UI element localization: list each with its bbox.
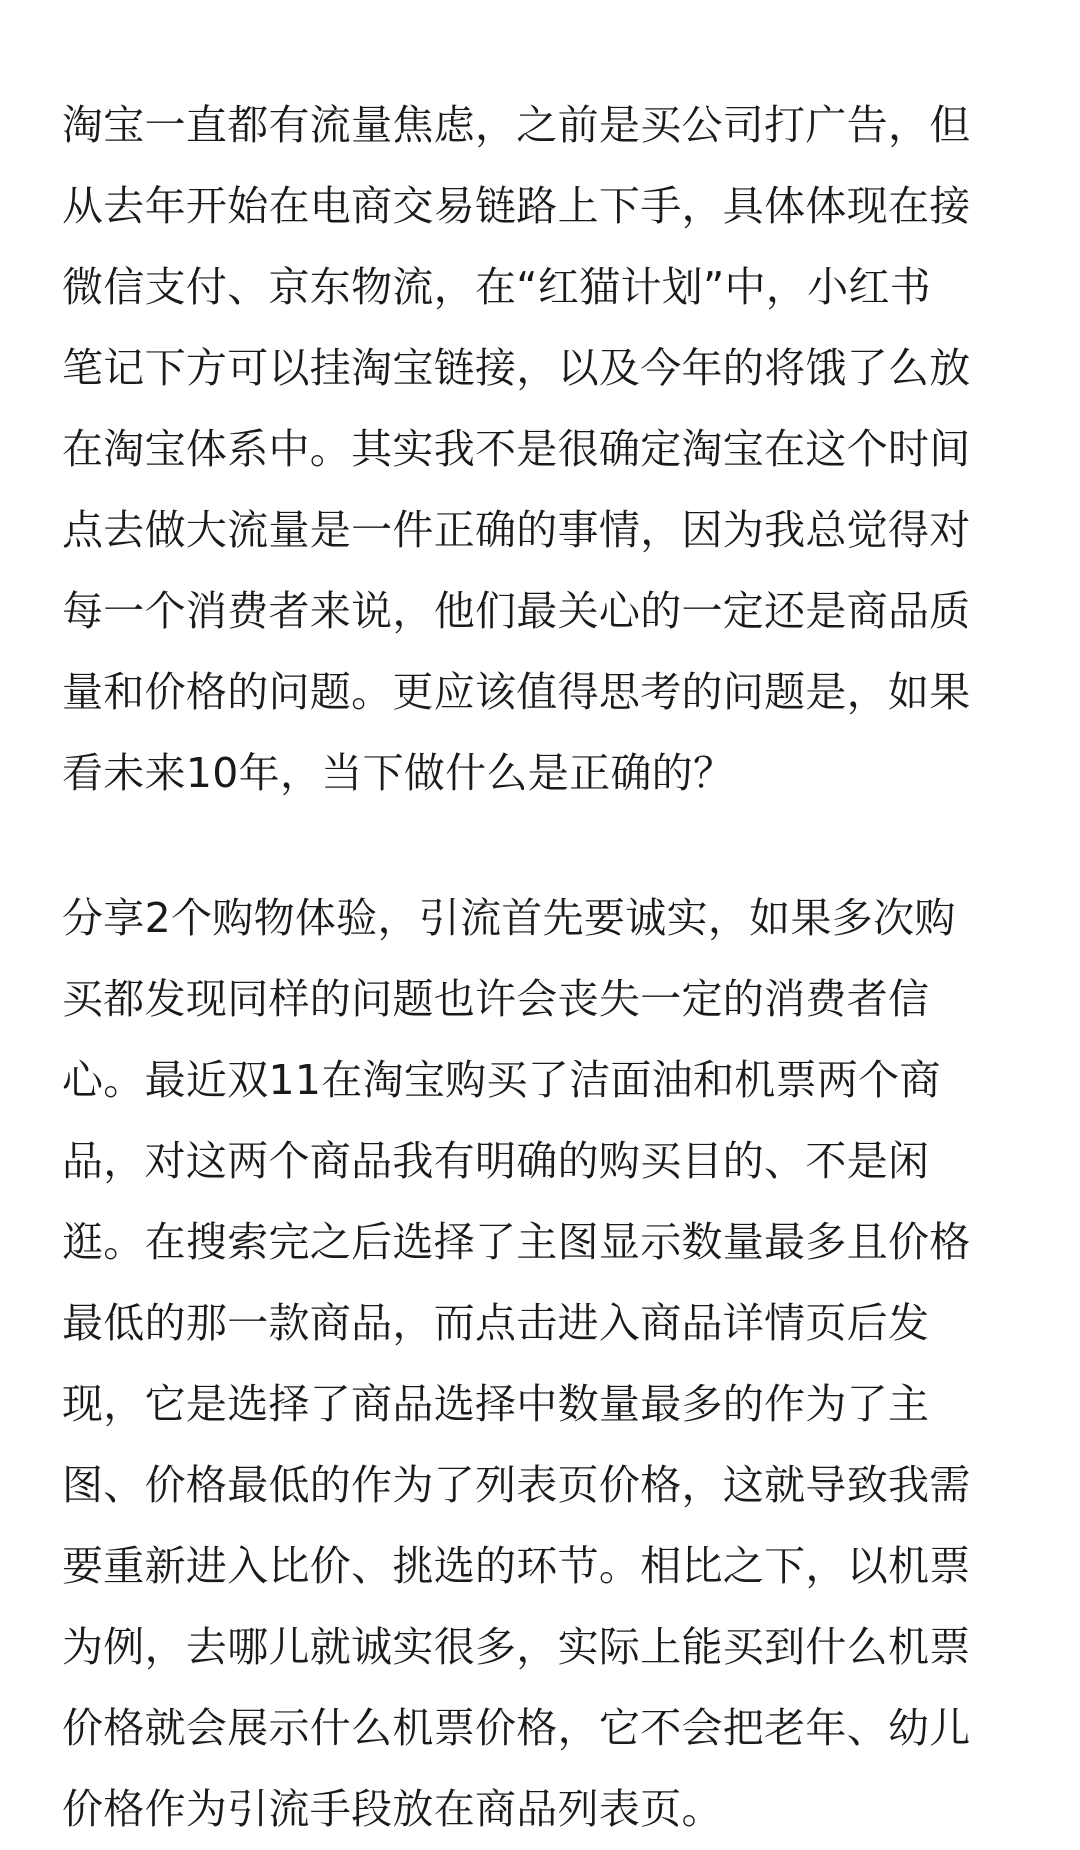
text-line: 最低的那一款商品，而点击进入商品详情页后发 xyxy=(62,1299,930,1347)
text-line: 为例，去哪儿就诚实很多，实际上能买到什么机票 xyxy=(62,1623,971,1671)
text-line: 在淘宝体系中。其实我不是很确定淘宝在这个时间 xyxy=(62,425,971,473)
paragraph-2 xyxy=(62,878,1022,1850)
text-line: 价格就会展示什么机票价格，它不会把老年、幼儿 xyxy=(62,1704,971,1752)
text-line: 量和价格的问题。更应该值得思考的问题是，如果 xyxy=(62,668,971,716)
text-line: 微信支付、京东物流，在“红猫计划”中，小红书 xyxy=(62,263,932,311)
text-line: 分享2个购物体验，引流首先要诚实，如果多次购 xyxy=(62,894,956,942)
text-line: 看未来10年，当下做什么是正确的？ xyxy=(62,749,735,797)
text-line: 价格作为引流手段放在商品列表页。 xyxy=(62,1785,723,1833)
text-line: 买都发现同样的问题也许会丧失一定的消费者信 xyxy=(62,975,930,1023)
text-line: 点去做大流量是一件正确的事情，因为我总觉得对 xyxy=(62,506,971,554)
article-body xyxy=(62,85,1022,1850)
paragraph-1 xyxy=(62,85,1022,814)
paragraph-spacer xyxy=(62,814,1022,878)
text-line: 心。最近双11在淘宝购买了洁面油和机票两个商 xyxy=(62,1056,941,1104)
text-line: 现，它是选择了商品选择中数量最多的作为了主 xyxy=(62,1380,930,1428)
text-line: 逛。在搜索完之后选择了主图显示数量最多且价格 xyxy=(62,1218,971,1266)
text-line: 要重新进入比价、挑选的环节。相比之下，以机票 xyxy=(62,1542,971,1590)
text-line: 从去年开始在电商交易链路上下手，具体体现在接 xyxy=(62,182,971,230)
text-line: 淘宝一直都有流量焦虑，之前是买公司打广告，但 xyxy=(62,101,971,149)
text-line: 图、价格最低的作为了列表页价格，这就导致我需 xyxy=(62,1461,971,1509)
text-line: 品，对这两个商品我有明确的购买目的、不是闲 xyxy=(62,1137,930,1185)
text-line: 笔记下方可以挂淘宝链接，以及今年的将饿了么放 xyxy=(62,344,971,392)
text-line: 每一个消费者来说，他们最关心的一定还是商品质 xyxy=(62,587,971,635)
